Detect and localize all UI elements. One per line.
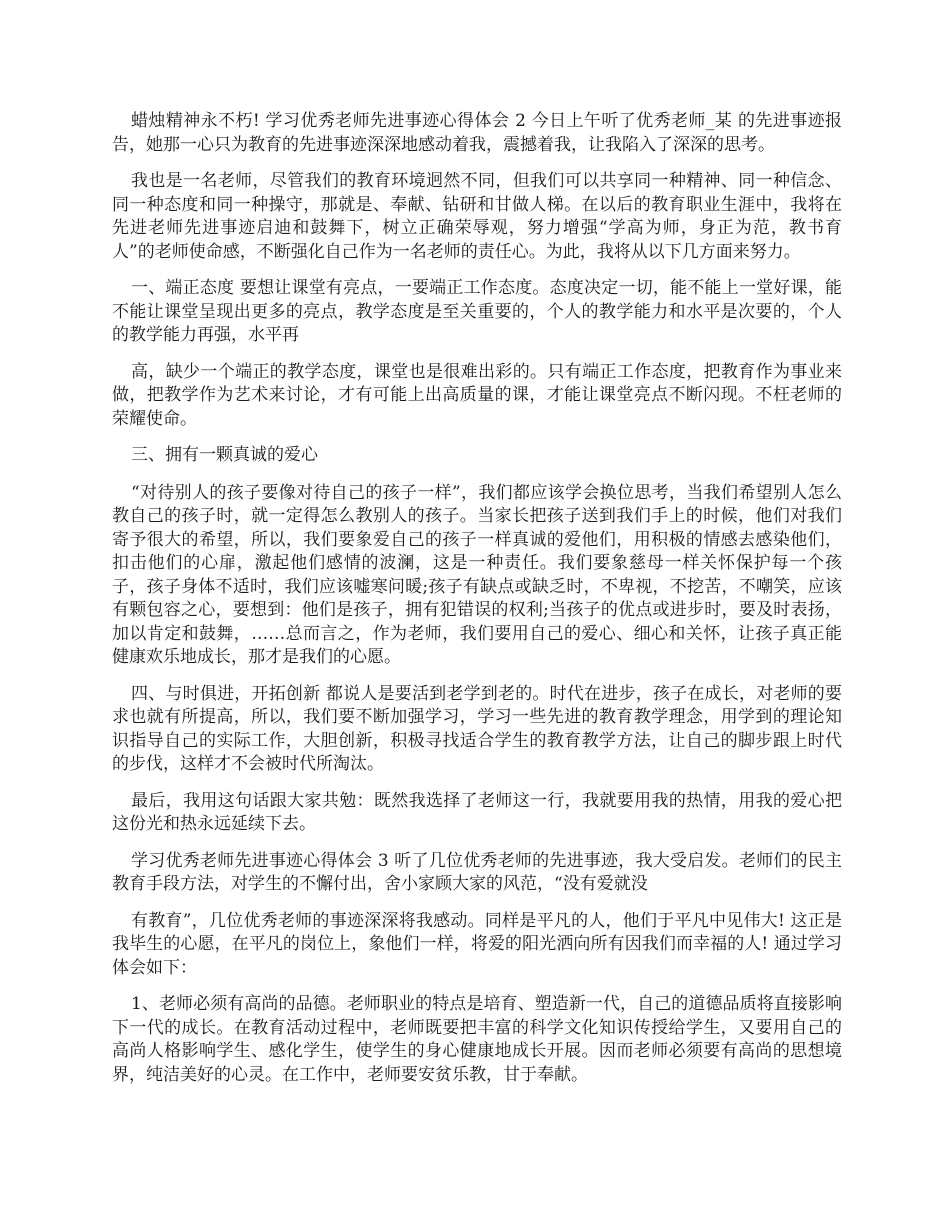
paragraph-intro: 蜡烛精神永不朽! 学习优秀老师先进事迹心得体会 2 今日上午听了优秀老师_某 的先进事迹报告，她那一心只为教育的先进事迹深深地感动着我，震撼着我，让我陷入了深深的思考。: [112, 111, 842, 155]
section-heading-love: 三、拥有一颗真诚的爱心: [131, 445, 318, 465]
document-body: [112, 110, 842, 1100]
paragraph-essay-3-intro: 学习优秀老师先进事迹心得体会 3 听了几位优秀老师的先进事迹，我大受启发。老师们的民主教育手段方法，对学生的不懈付出，舍小家顾大家的风范，“没有爱就没: [112, 850, 842, 894]
paragraph-conclusion: 最后，我用这句话跟大家共勉：既然我选择了老师这一行，我就要用我的热情，用我的爱心把这份光和热永远延续下去。: [112, 790, 842, 834]
paragraph-love: “对待别人的孩子要像对待自己的孩子一样”，我们都应该学会换位思考，当我们希望别人怎么教自己的孩子时，就一定得怎么教别人的孩子。当家长把孩子送到我们手上的时候，他们对我们寄予很大的希望，所以，我们要象爱自己的孩子一样真诚的爱他们，用积极的情感去感染他们，扣击他们的心扉，激起他们感情的波澜，这是一种责任。我们要象慈母一样关怀保护每一个孩子，孩子身体不适时，我们应该嘘寒问暖;孩子有缺点或缺乏时，不卑视，不挖苦，不嘲笑，应该有颗包容之心，要想到：他们是孩子，拥有犯错误的权利;当孩子的优点或进步时，要及时表扬，加以肯定和鼓舞，……总而言之，作为老师，我们要用自己的爱心、细心和关怀，让孩子真正能健康欢乐地成长，那才是我们的心愿。: [112, 482, 842, 667]
paragraph-attitude-continued: 高，缺少一个端正的教学态度，课堂也是很难出彩的。只有端正工作态度，把教育作为事业来做，把教学作为艺术来讨论，才有可能上出高质量的课，才能让课堂亮点不断闪现。不枉老师的荣耀使命。: [112, 361, 842, 429]
paragraph-moral-quality: 1、老师必须有高尚的品德。老师职业的特点是培育、塑造新一代，自己的道德品质将直接影响下一代的成长。在教育活动过程中，老师既要把丰富的科学文化知识传授给学生，又要用自己的高尚人格影响学生、感化学生，使学生的身心健康地成长开展。因而老师必须要有高尚的思想境界，纯洁美好的心灵。在工作中，老师要安贫乐教，甘于奉献。: [112, 994, 842, 1085]
paragraph-attitude: 一、端正态度 要想让课堂有亮点，一要端正工作态度。态度决定一切，能不能上一堂好课，能不能让课堂呈现出更多的亮点，教学态度是至关重要的，个人的教学能力和水平是次要的，个人的教学能力再强，水平再: [112, 278, 842, 345]
paragraph-essay-3-continued: 有教育”，几位优秀老师的事迹深深将我感动。同样是平凡的人，他们于平凡中见伟大! 这正是我毕生的心愿，在平凡的岗位上，象他们一样，将爱的阳光洒向所有因我们而幸福的人! 通过学习体会如下：: [112, 910, 842, 978]
paragraph-commitment: 我也是一名老师，尽管我们的教育环境迥然不同，但我们可以共享同一种精神、同一种信念、同一种态度和同一种操守，那就是、奉献、钻研和甘做人梯。在以后的教育职业生涯中，我将在先进老师先进事迹启迪和鼓舞下，树立正确荣辱观，努力增强“学高为师，身正为范，教书育人”的老师使命感，不断强化自己作为一名老师的责任心。为此，我将从以下几方面来努力。: [112, 171, 842, 262]
paragraph-innovation: 四、与时俱进，开拓创新 都说人是要活到老学到老的。时代在进步，孩子在成长，对老师的要求也就有所提高，所以，我们要不断加强学习，学习一些先进的教育教学理念，用学到的理论知识指导自己的实际工作，大胆创新，积极寻找适合学生的教育教学方法，让自己的脚步跟上时代的步伐，这样才不会被时代所淘汰。: [112, 683, 842, 774]
